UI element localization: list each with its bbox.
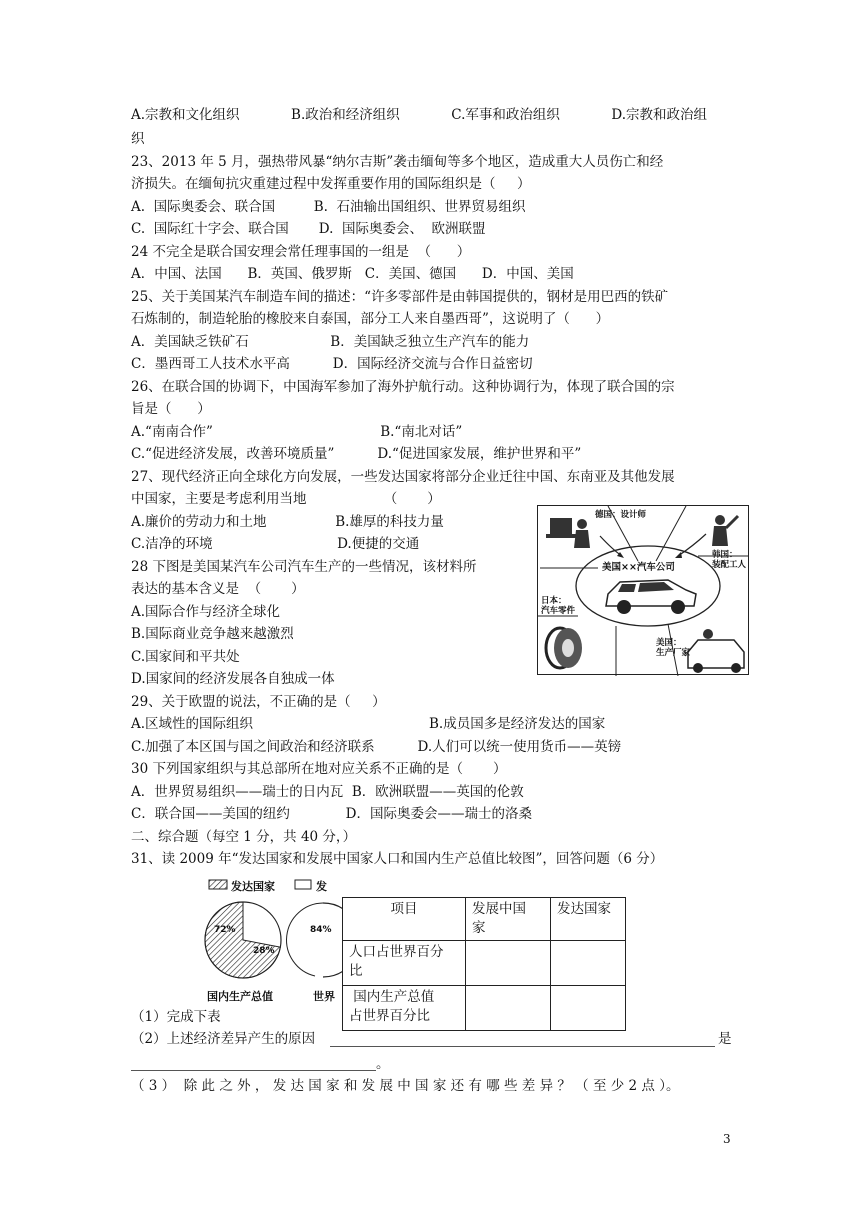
q31-part2-end: 是 [718,1031,732,1047]
q24-options: A．中国、法国 B．英国、俄罗斯 C．美国、德国 D．中国、美国 [131,266,574,282]
q30-options-cd: C．联合国——美国的纽约 D．国际奥委会——瑞士的洛桑 [131,806,532,822]
q28-diagram-lines [538,506,750,676]
q31-table [342,897,626,1031]
q30-stem: 30 下列国家组织与其总部所在地对应关系不正确的是（ ） [131,761,507,777]
q31-part2-blank[interactable] [330,1046,715,1047]
table-row [343,986,626,1031]
q29-options-ab: A.区域性的国际组织 B.成员国多是经济发达的国家 [131,716,606,732]
label-korea: 韩国： 装配工人 [712,550,747,570]
q28-option-a: A.国际合作与经济全球化 [131,604,281,620]
legend-developing-swatch [295,880,311,889]
table-cell-blank[interactable] [551,941,626,986]
q31-part2: （2）上述经济差异产生的原因 [131,1031,316,1047]
table-header-item: 项目 [343,898,466,941]
q31-stem: 31、读 2009 年“发达国家和发展中国家人口和国内生产总值比较图”，回答问题（6 分） [131,851,664,867]
table-row [343,941,626,986]
table-header-developing: 发展中国 家 [466,898,551,941]
population-pie-partial [323,903,343,977]
q23-options-cd: C. 国际红十字会、联合国 D. 国际奥委会、 欧洲联盟 [131,221,486,237]
page-number: 3 [723,1132,731,1146]
label-center-company: 美国××汽车公司 [602,562,675,573]
q31-part3: （ 3 ） 除 此 之 外 ， 发 达 国 家 和 发 展 中 国 家 还 有 哪 些 差 异 ？ （ 至 少 2 点 ）。 [131,1078,680,1094]
q28-stem: 28 下图是美国某汽车公司汽车生产的一些情况，该材料所 [131,559,477,575]
table-header-row [343,898,626,941]
q22-options-wrap: 织 [131,131,145,147]
gdp-developing-pct: 28% [253,946,275,956]
table-row-label-gdp: 国内生产总值 占世界百分比 [343,986,466,1031]
legend-developed-swatch [209,880,227,889]
q26-stem-2: 旨是（ ） [131,401,211,417]
table-cell-blank[interactable] [466,941,551,986]
q28-figure [537,505,749,675]
q28-option-d: D.国家间的经济发展各自独成一体 [131,671,335,687]
q31-part2-blank-2[interactable] [131,1070,376,1071]
label-usa: 美国： 生产厂家 [656,638,691,658]
q24-stem: 24 不完全是联合国安理会常任理事国的一组是 （ ） [131,244,471,260]
q25-options-cd: C．墨西哥工人技术水平高 D．国际经济交流与合作日益密切 [131,356,533,372]
table-cell-blank[interactable] [551,986,626,1031]
q31-pie-figure [203,876,343,1006]
q31-part1: （1）完成下表 [131,1009,221,1025]
q23-options-ab: A. 国际奥委会、联合国 B. 石油输出国组织、世界贸易组织 [131,199,526,215]
section-2-heading: 二、综合题（每空 1 分，共 40 分，） [131,829,357,845]
table-cell-blank[interactable] [466,986,551,1031]
population-pct: 84% [310,925,332,935]
q28-option-b: B.国际商业竞争越来越激烈 [131,626,294,642]
table-row-label-population: 人口占世界百分 比 [343,941,466,986]
q26-options-cd: C.“促进经济发展，改善环境质量” D.“促进国家发展，维护世界和平” [131,446,582,462]
table-header-developed: 发达国家 [551,898,626,941]
legend-developing-label: 发 [316,880,327,893]
label-japan: 日本： 汽车零件 [541,596,576,616]
q27-options-cd: C.洁净的环境 D.便捷的交通 [131,536,420,552]
q27-stem-2: 中国家，主要是考虑利用当地 （ ） [131,491,441,507]
gdp-developed-pct: 72% [214,925,236,935]
q22-options: A.宗教和文化组织 B.政治和经济组织 C.军事和政治组织 D.宗教和政治组 [131,107,708,123]
q25-stem-2: 石炼制的，制造轮胎的橡胶来自泰国，部分工人来自墨西哥”，这说明了（ ） [131,311,610,327]
label-germany: 德国：设计师 [595,510,647,520]
q30-options-ab: A．世界贸易组织——瑞士的日内瓦 B．欧洲联盟——英国的伦敦 [131,784,524,800]
q31-part2-period: 。 [376,1056,390,1072]
q25-stem: 25、关于美国某汽车制造车间的描述：“许多零部件是由韩国提供的，钢材是用巴西的铁矿 [131,289,669,305]
q28-option-c: C.国家间和平共处 [131,649,240,665]
q27-stem: 27、现代经济正向全球化方向发展，一些发达国家将部分企业迁往中国、东南亚及其他发展 [131,469,675,485]
q23-stem: 23、2013 年 5 月，强热带风暴“纳尔吉斯”袭击缅甸等多个地区，造成重大人员伤亡和经 [131,154,664,170]
q29-stem: 29、关于欧盟的说法，不正确的是（ ） [131,694,386,710]
q26-stem: 26、在联合国的协调下，中国海军参加了海外护航行动。这种协调行为，体现了联合国的宗 [131,379,675,395]
q26-options-ab: A.“南南合作” B.“南北对话” [131,424,463,440]
gdp-pie-caption: 国内生产总值 [207,990,273,1003]
q23-stem-2: 济损失。在缅甸抗灾重建过程中发挥重要作用的国际组织是（ ） [131,176,531,192]
q28-stem-2: 表达的基本含义是 （ ） [131,581,305,597]
population-pie-partial-left [287,903,323,976]
q29-options-cd: C.加强了本区国与国之间政治和经济联系 D.人们可以统一使用货币——英镑 [131,739,622,755]
population-pie-caption: 世界 [313,990,335,1003]
q27-options-ab: A.廉价的劳动力和土地 B.雄厚的科技力量 [131,514,444,530]
legend-developed-label: 发达国家 [231,880,275,893]
q25-options-ab: A．美国缺乏铁矿石 B．美国缺乏独立生产汽车的能力 [131,334,530,350]
